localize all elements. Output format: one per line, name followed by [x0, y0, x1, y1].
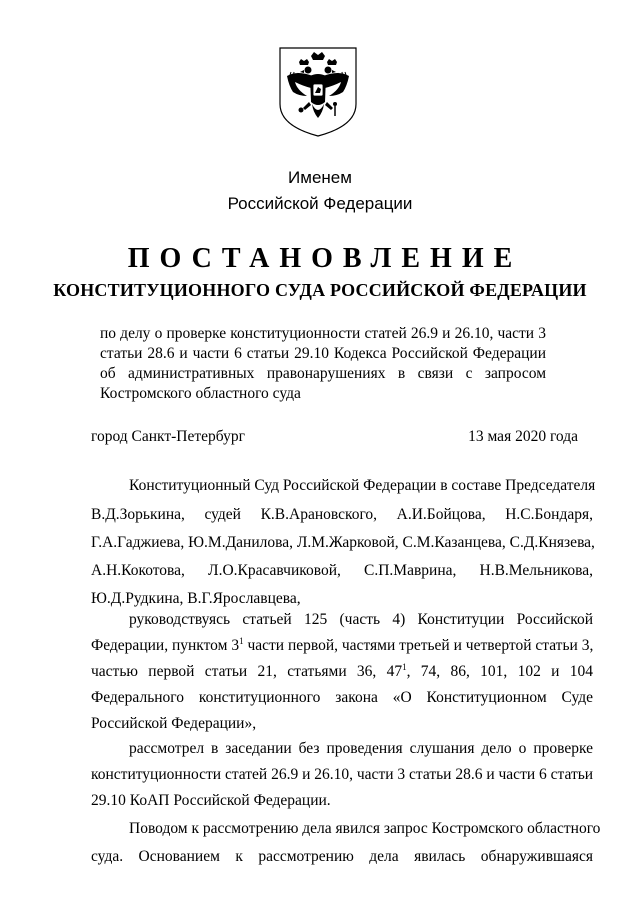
case-subject-line: статьи 28.6 и части 6 статьи 29.10 Кодекса Российской Федерации	[100, 345, 546, 362]
header-name-line2: Российской Федерации	[227, 194, 413, 213]
court-name-title: КОНСТИТУЦИОННОГО СУДА РОССИЙСКОЙ ФЕДЕРАЦИИ	[53, 280, 587, 300]
body-text-fragment: , 74, 86, 101, 102 и 104	[406, 663, 593, 680]
body-line	[91, 663, 593, 681]
russian-coat-of-arms-icon	[277, 46, 359, 138]
body-line: Поводом к рассмотрению дела явился запрос Костромского областного	[129, 820, 601, 837]
body-line: Конституционный Суд Российской Федерации в составе Председателя	[129, 477, 596, 494]
body-line: 29.10 КоАП Российской Федерации.	[91, 792, 331, 809]
case-subject	[100, 324, 546, 404]
body-line: А.Н.Кокотова, Л.О.Красавчиковой, С.П.Маврина, Н.В.Мельникова,	[91, 562, 593, 579]
body-line	[91, 637, 593, 655]
superscript: 1	[402, 662, 407, 672]
body-line: В.Д.Зорькина, судей К.В.Арановского, А.И.Бойцова, Н.С.Бондаря,	[91, 506, 593, 523]
superscript: 1	[239, 636, 244, 646]
case-subject-line: Костромского областного суда	[100, 385, 301, 402]
body-line: рассмотрел в заседании без проведения слушания дело о проверке	[129, 740, 593, 757]
body-line: Г.А.Гаджиева, Ю.М.Данилова, Л.М.Жарковой, С.М.Казанцева, С.Д.Князева,	[91, 534, 595, 551]
body-line: Федерального конституционного закона «О Конституционном Суде	[91, 689, 593, 706]
body-text-fragment: части первой, частями третьей и четвертой статьи 3,	[243, 637, 594, 654]
body-line: конституционности статей 26.9 и 26.10, части 3 статьи 28.6 и части 6 статьи	[91, 766, 594, 783]
body-line: Российской Федерации»,	[91, 715, 257, 732]
body-line: Ю.Д.Рудкина, В.Г.Ярославцева,	[91, 590, 301, 607]
city-label: город Санкт-Петербург	[91, 428, 245, 445]
date-label: 13 мая 2020 года	[468, 428, 578, 445]
document-type-title: ПОСТАНОВЛЕНИЕ	[127, 243, 523, 274]
body-text-fragment: частью первой статьи 21, статьями 36, 47	[91, 663, 403, 680]
header-name-line1: Именем	[288, 168, 352, 187]
case-subject-line: об административных правонарушениях в связи с запросом	[100, 365, 546, 382]
body-line: руководствуясь статьей 125 (часть 4) Конституции Российской	[129, 611, 593, 628]
body-line: суда. Основанием к рассмотрению дела явилась обнаружившаяся	[91, 848, 593, 865]
body-text-fragment: Федерации, пунктом 3	[91, 637, 240, 654]
case-subject-line: по делу о проверке конституционности статей 26.9 и 26.10, части 3	[100, 325, 546, 342]
